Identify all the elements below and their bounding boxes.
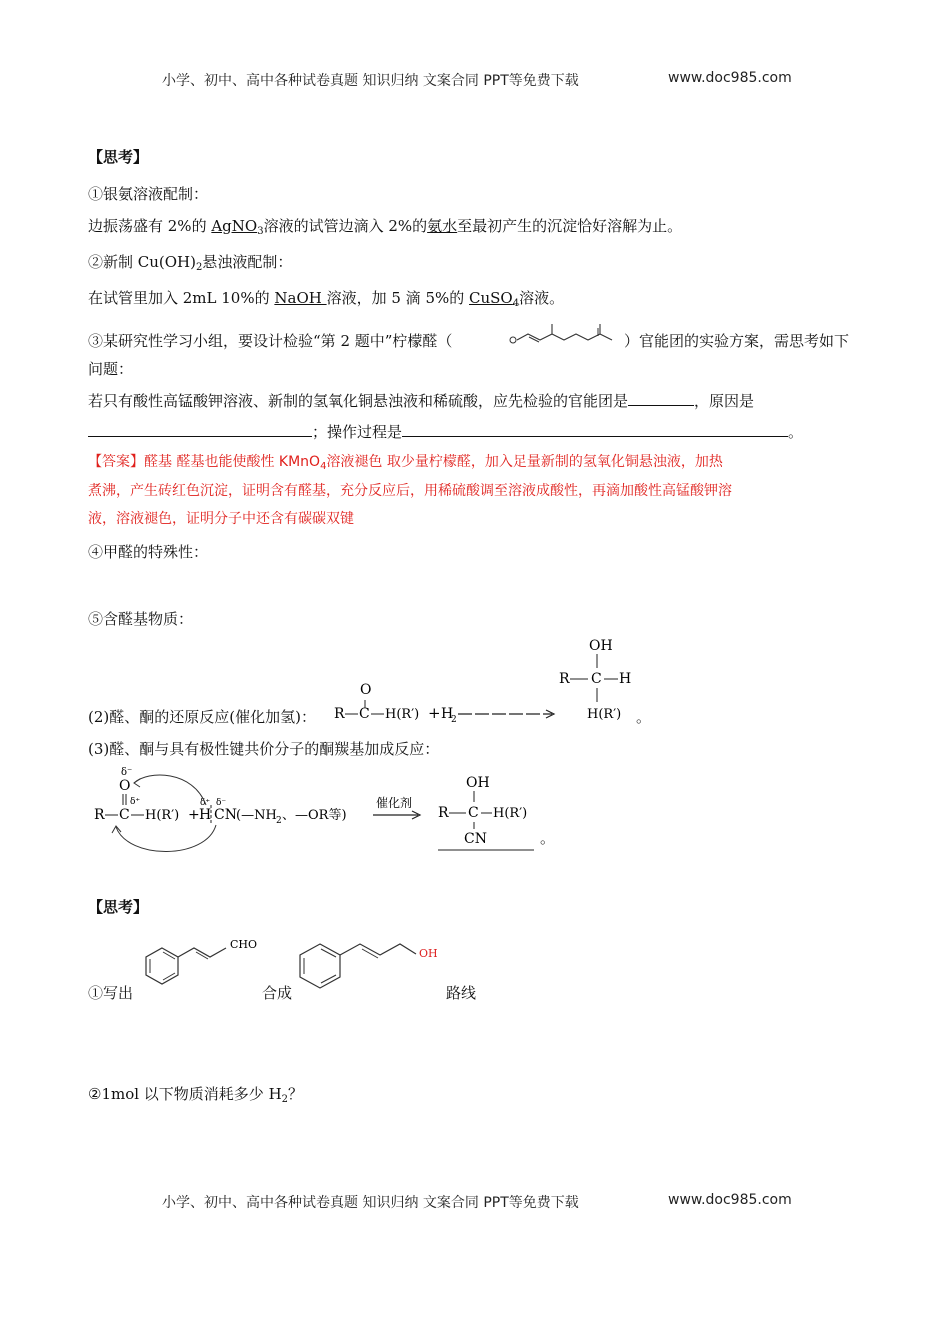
page-header (162, 70, 579, 90)
svg-text:R: R (438, 805, 449, 821)
svg-text:+: + (428, 704, 441, 722)
header-text: 小学、初中、高中各种试卷真题 知识归纳 文案合同 PPT等免费下载 (162, 73, 579, 89)
svg-text:H: H (441, 706, 454, 722)
q1-title: ①银氨溶液配制： (88, 185, 209, 203)
section2-heading: 【思考】 (88, 898, 149, 916)
svg-text:2: 2 (276, 816, 282, 826)
svg-text:CHO: CHO (230, 938, 258, 951)
q1-text-a: 边振荡盛有 2%的 (88, 217, 212, 235)
q3-text-b: ）官能团的实验方案，需思考如下 (624, 332, 850, 350)
svg-text:H: H (199, 807, 212, 823)
svg-text:H(R′): H(R′) (587, 707, 622, 722)
svg-text:H(R′): H(R′) (145, 808, 180, 823)
page-footer: 小学、初中、高中各种试卷真题 知识归纳 文案合同 PPT等免费下载 (162, 1195, 579, 1211)
q3-text-c: 问题： (88, 360, 134, 378)
citral-structure-icon (508, 318, 618, 354)
q3-text-d: 若只有酸性高锰酸钾溶液、新制的氢氧化铜悬浊液和稀硫酸，应先检验的官能团是 ，原因是 (88, 392, 755, 410)
reaction3-end: 。 (540, 829, 556, 847)
blank-reason[interactable] (88, 422, 312, 437)
svg-text:δ⁺: δ⁺ (200, 798, 211, 808)
svg-text:O: O (119, 778, 131, 794)
svg-text:OH: OH (419, 947, 438, 960)
reaction2-label: (2)醛、酮的还原反应(催化加氢)： (88, 708, 316, 726)
reaction2-diagram (330, 630, 660, 726)
blank-functional-group[interactable] (628, 391, 694, 406)
s2-q1-c: 路线 (446, 984, 477, 1002)
q1-text (88, 215, 682, 237)
q3-text-a: ③某研究性学习小组，要设计检验“第 2 题中”柠檬醛（ (88, 332, 453, 350)
cinnamyl-alcohol-structure-icon (292, 930, 452, 996)
svg-text:OH: OH (589, 638, 613, 654)
cuso4: CuSO$_4$ (469, 289, 520, 309)
r2-R: R (334, 706, 345, 722)
footer-site: www.doc985.com (668, 1192, 792, 1208)
q1-text-c: 至最初产生的沉淀恰好溶解为止。 (457, 217, 683, 235)
answer-line-1: 【答案】醛基 醛基也能使酸性 KMnO$_4$溶液褪色 取少量柠檬醛，加入足量新制的氢氧化铜悬浊液，加热 (88, 454, 723, 472)
s2-q1-a: ①写出 (88, 984, 134, 1002)
svg-text:δ⁺: δ⁺ (130, 797, 141, 807)
svg-text:C: C (119, 807, 130, 823)
cinnamaldehyde-structure-icon (138, 930, 258, 996)
reaction2-end: 。 (636, 708, 652, 726)
s2-q2: ②1mol 以下物质消耗多少 $H_2$？ (88, 1085, 304, 1105)
svg-text:CN: CN (464, 831, 487, 847)
answer-line-3: 液，溶液褪色，证明分子中还含有碳碳双键 (88, 511, 354, 527)
svg-text:(—NH: (—NH (236, 808, 277, 823)
q4-text: ④甲醛的特殊性： (88, 543, 209, 561)
ammonia: 氨水 (427, 217, 458, 235)
svg-text:R: R (94, 807, 105, 823)
agno3: AgNO$_3$ (211, 217, 264, 237)
svg-text:C: C (468, 805, 479, 821)
svg-text:O: O (360, 682, 372, 698)
svg-text:R: R (559, 671, 570, 687)
svg-text:H: H (619, 671, 632, 687)
q2-text: 在试管里加入 2mL 10%的 NaOH 溶液，加 5 滴 5%的 CuSO$_4$溶液。 (88, 289, 565, 309)
q2-title: ②新制 $Cu(OH)_2$悬浊液配制： (88, 253, 293, 273)
svg-text:+: + (188, 807, 200, 823)
blank-procedure[interactable] (402, 422, 788, 437)
svg-text:催化剂: 催化剂 (376, 796, 413, 810)
q3-text-f: ；操作过程是 。 (88, 421, 803, 442)
answer-line-2: 煮沸，产生砖红色沉淀，证明含有醛基，充分反应后，用稀硫酸调至溶液成酸性，再滴加酸性高锰酸钾溶 (88, 483, 732, 499)
svg-text:、—OR等): 、—OR等) (282, 808, 347, 823)
s2-q1-b: 合成 (262, 984, 293, 1002)
svg-text:H(R′): H(R′) (385, 707, 420, 722)
header-site: www.doc985.com (668, 70, 792, 86)
svg-text:H(R′): H(R′) (493, 806, 528, 821)
svg-text:C: C (591, 671, 602, 687)
reaction3-label: (3)醛、酮与具有极性键共价分子的酮羰基加成反应： (88, 740, 440, 758)
q5-text: ⑤含醛基物质： (88, 610, 194, 628)
svg-text:OH: OH (466, 775, 490, 791)
naoh: NaOH (274, 289, 327, 307)
svg-text:δ⁻: δ⁻ (121, 767, 133, 778)
svg-text:δ⁻: δ⁻ (216, 798, 227, 808)
svg-text:2: 2 (451, 715, 457, 725)
reaction3-diagram (88, 765, 558, 865)
section1-heading: 【思考】 (88, 148, 149, 166)
svg-text:C: C (359, 706, 370, 722)
q1-text-b: 溶液的试管边滴入 2%的 (263, 217, 428, 235)
svg-text:CN: CN (214, 807, 237, 823)
